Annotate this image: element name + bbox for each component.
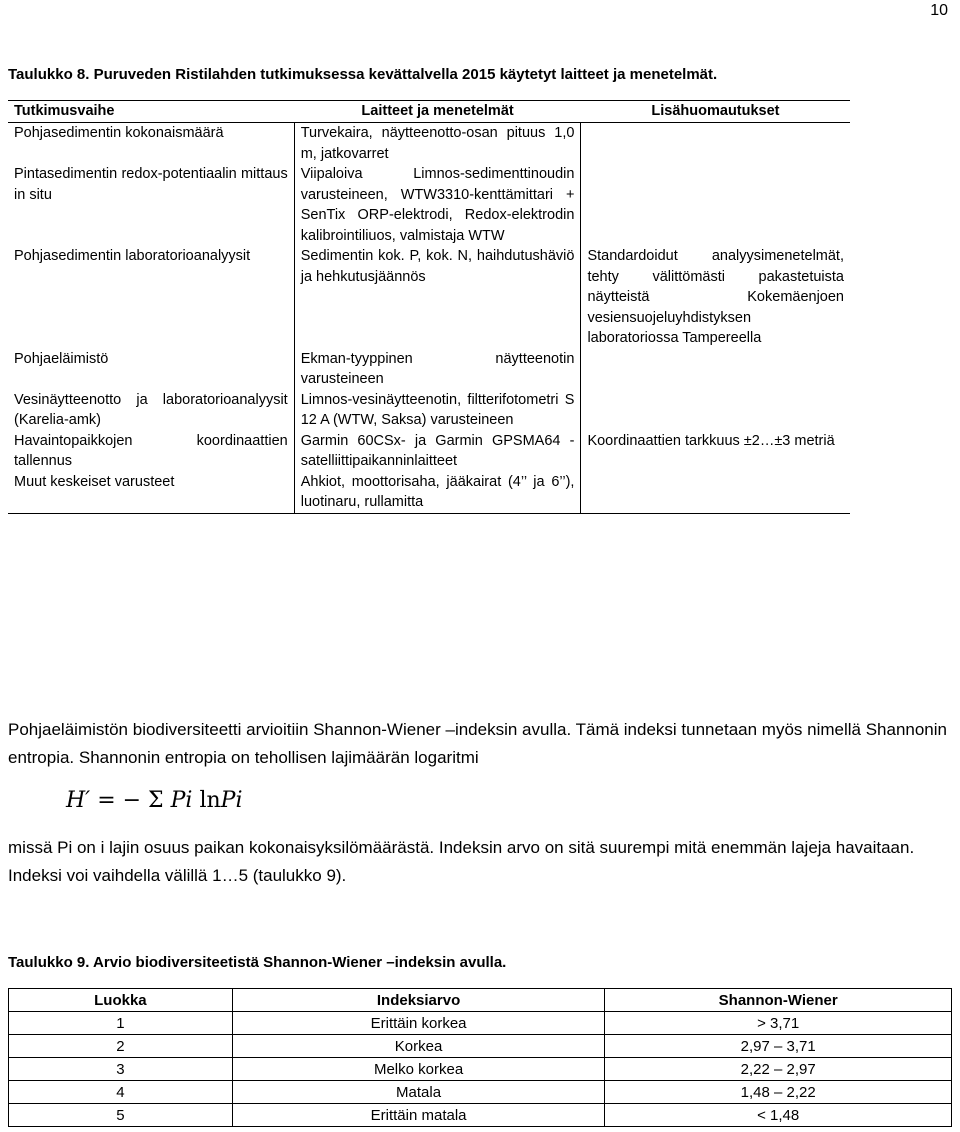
cell-index-value: Melko korkea	[232, 1058, 605, 1081]
cell-methods: Limnos-vesinäytteenotin, filtterifotometri S 12 A (WTW, Saksa) varusteineen	[294, 390, 581, 431]
table-row	[9, 1058, 952, 1081]
cell-index-value: Erittäin matala	[232, 1104, 605, 1127]
table-row	[9, 1012, 952, 1035]
paragraph-shannon-intro: Pohjaeläimistön biodiversiteetti arvioitiin Shannon-Wiener –indeksin avulla. Tämä indeksi tunnetaan myös nimellä Shannonin entropia. Shannonin entropia on tehollisen lajimäärän logaritmi	[8, 720, 947, 767]
cell-methods: Turvekaira, näytteenotto-osan pituus 1,0 m, jatkovarret	[294, 123, 581, 165]
cell-methods: Ekman-tyyppinen näytteenotin varusteineen	[294, 349, 581, 390]
page-number: 10	[930, 2, 948, 19]
table-row	[8, 246, 850, 349]
header-methods: Laitteet ja menetelmät	[294, 101, 581, 123]
table-row	[8, 349, 850, 390]
cell-methods: Sedimentin kok. P, kok. N, haihdutushäviö ja hehkutusjäännös	[294, 246, 581, 349]
cell-phase: Pintasedimentin redox-potentiaalin mittaus in situ	[14, 166, 288, 203]
cell-shannon-wiener: 1,48 – 2,22	[605, 1081, 952, 1104]
formula-pi: Pi	[170, 788, 193, 813]
table-row	[8, 472, 850, 514]
cell-class: 2	[9, 1035, 233, 1058]
formula-pi: Pi	[220, 788, 243, 813]
cell-class: 3	[9, 1058, 233, 1081]
cell-shannon-wiener: > 3,71	[605, 1012, 952, 1035]
table-row	[8, 164, 850, 246]
formula-sum: − Σ	[122, 788, 164, 813]
cell-shannon-wiener: < 1,48	[605, 1104, 952, 1127]
header-notes: Lisähuomautukset	[581, 101, 850, 123]
cell-class: 4	[9, 1081, 233, 1104]
cell-notes	[581, 472, 850, 514]
cell-notes	[581, 349, 850, 390]
paragraph-shannon-explanation: missä Pi on i lajin osuus paikan kokonaisyksilömäärästä. Indeksin arvo on sitä suurempi mitä enemmän lajeja havaitaan. Indeksi voi vaihdella välillä 1…5 (taulukko 9).	[8, 838, 915, 885]
table-row	[9, 1035, 952, 1058]
formula-lhs: H′	[66, 788, 91, 813]
cell-notes: Koordinaattien tarkkuus ±2…±3 metriä	[587, 432, 835, 449]
table-row	[8, 431, 850, 472]
cell-methods: Garmin 60CSx- ja Garmin GPSMA64 - satelliittipaikanninlaitteet	[294, 431, 581, 472]
cell-phase: Pohjasedimentin laboratorioanalyysit	[14, 248, 251, 264]
biodiversity-table	[8, 988, 952, 1127]
formula-equals: =	[97, 788, 116, 813]
cell-notes	[581, 123, 850, 165]
header-index-value: Indeksiarvo	[232, 989, 605, 1012]
cell-index-value: Erittäin korkea	[232, 1012, 605, 1035]
cell-phase: Pohjaeläimistö	[14, 350, 109, 367]
cell-class: 5	[9, 1104, 233, 1127]
cell-notes: Standardoidut analyysimenetelmät, tehty välittömästi pakastetuista näytteistä Kokemäenjoen vesiensuojeluyhdistyksen laboratoriossa Tampereella	[587, 248, 844, 346]
table-row	[9, 1081, 952, 1104]
cell-shannon-wiener: 2,22 – 2,97	[605, 1058, 952, 1081]
cell-methods: Ahkiot, moottorisaha, jääkairat (4’’ ja 6’’), luotinaru, rullamitta	[294, 472, 581, 514]
equipment-table	[8, 100, 850, 514]
cell-phase: Pohjasedimentin kokonaismäärä	[14, 125, 224, 141]
table8-caption: Taulukko 8. Puruveden Ristilahden tutkimuksessa kevättalvella 2015 käytetyt laitteet ja menetelmät.	[8, 66, 718, 83]
cell-phase: Vesinäytteenotto ja laboratorioanalyysit (Karelia-amk)	[14, 391, 288, 428]
cell-class: 1	[9, 1012, 233, 1035]
cell-index-value: Matala	[232, 1081, 605, 1104]
cell-phase: Muut keskeiset varusteet	[8, 472, 294, 514]
table-row	[8, 390, 850, 431]
shannon-formula	[66, 788, 243, 813]
cell-index-value: Korkea	[232, 1035, 605, 1058]
header-class: Luokka	[9, 989, 233, 1012]
cell-methods: Viipaloiva Limnos-sedimenttinoudin varusteineen, WTW3310-kenttämittari + SenTix ORP-elektrodi, Redox-elektrodin kalibrointiliuos, valmistaja WTW	[294, 164, 581, 246]
table-row	[9, 1104, 952, 1127]
table-header-row	[8, 101, 850, 123]
cell-notes	[581, 164, 850, 246]
header-phase: Tutkimusvaihe	[8, 101, 294, 123]
cell-notes	[581, 390, 850, 431]
cell-phase: Havaintopaikkojen koordinaattien tallennus	[14, 432, 288, 469]
table-header-row	[9, 989, 952, 1012]
table9-caption: Taulukko 9. Arvio biodiversiteetistä Shannon-Wiener –indeksin avulla.	[8, 954, 507, 971]
table-row	[8, 123, 850, 165]
header-shannon-wiener: Shannon-Wiener	[605, 989, 952, 1012]
cell-shannon-wiener: 2,97 – 3,71	[605, 1035, 952, 1058]
formula-ln: ln	[199, 788, 221, 813]
